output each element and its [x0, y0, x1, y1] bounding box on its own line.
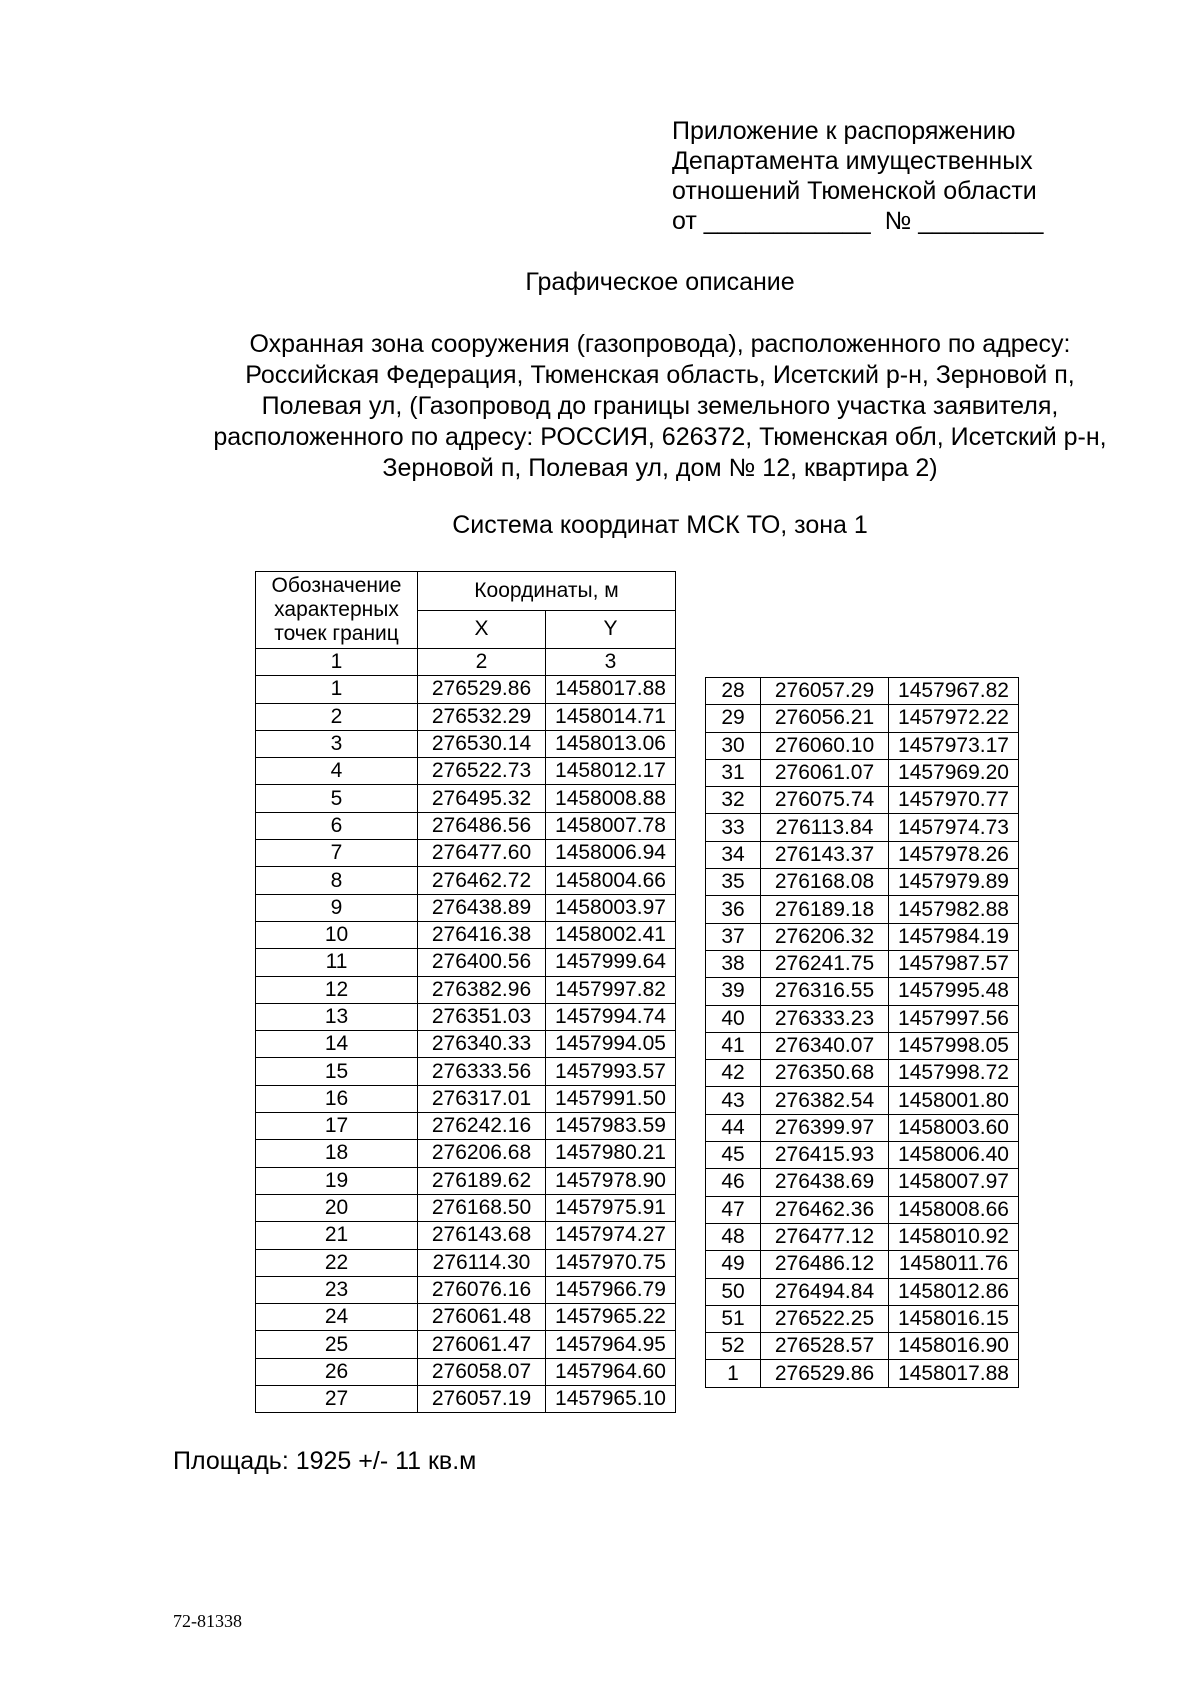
x-coordinate-cell: 276532.29 — [418, 703, 546, 730]
table-row — [706, 923, 1019, 950]
y-coordinate-cell: 1458017.88 — [546, 676, 676, 703]
x-coordinate-cell: 276438.89 — [418, 894, 546, 921]
x-coordinate-cell: 276061.47 — [418, 1331, 546, 1358]
y-coordinate-cell: 1458017.88 — [889, 1360, 1019, 1387]
y-coordinate-cell: 1457965.22 — [546, 1304, 676, 1331]
point-number-cell: 45 — [706, 1142, 761, 1169]
point-number-cell: 31 — [706, 759, 761, 786]
point-number-cell: 2 — [256, 703, 418, 730]
x-coordinate-cell: 276462.72 — [418, 867, 546, 894]
y-coordinate-cell: 1457978.90 — [546, 1167, 676, 1194]
x-coordinate-cell: 276399.97 — [761, 1114, 889, 1141]
point-number-cell: 48 — [706, 1223, 761, 1250]
y-coordinate-cell: 1458004.66 — [546, 867, 676, 894]
y-coordinate-cell: 1457994.74 — [546, 1003, 676, 1030]
table-row — [706, 1196, 1019, 1223]
y-coordinate-cell: 1458007.97 — [889, 1169, 1019, 1196]
x-coordinate-cell: 276189.62 — [418, 1167, 546, 1194]
table-row — [256, 1249, 676, 1276]
table-row — [256, 921, 676, 948]
table-row — [706, 1223, 1019, 1250]
point-number-cell: 26 — [256, 1358, 418, 1385]
y-coordinate-cell: 1457999.64 — [546, 949, 676, 976]
x-coordinate-cell: 276317.01 — [418, 1085, 546, 1112]
x-coordinate-cell: 276114.30 — [418, 1249, 546, 1276]
y-coordinate-cell: 1458014.71 — [546, 703, 676, 730]
y-coordinate-cell: 1457993.57 — [546, 1058, 676, 1085]
table-row — [256, 1085, 676, 1112]
point-number-cell: 51 — [706, 1305, 761, 1332]
column-number: 1 — [256, 649, 418, 676]
x-coordinate-cell: 276242.16 — [418, 1113, 546, 1140]
y-coordinate-cell: 1457991.50 — [546, 1085, 676, 1112]
x-coordinate-cell: 276057.19 — [418, 1386, 546, 1413]
y-coordinate-cell: 1457994.05 — [546, 1031, 676, 1058]
table-row — [256, 676, 676, 703]
table-row — [706, 1087, 1019, 1114]
table-row — [256, 1331, 676, 1358]
coordinates-table-left — [255, 571, 676, 1413]
point-number-cell: 7 — [256, 840, 418, 867]
x-coordinate-cell: 276143.37 — [761, 841, 889, 868]
document-number: 72-81338 — [173, 1611, 242, 1631]
point-number-cell: 3 — [256, 730, 418, 757]
y-coordinate-cell: 1458007.78 — [546, 812, 676, 839]
point-number-cell: 35 — [706, 869, 761, 896]
table-row — [256, 894, 676, 921]
x-coordinate-cell: 276333.23 — [761, 1005, 889, 1032]
header-coordinates: Координаты, м — [418, 572, 676, 611]
x-coordinate-cell: 276340.33 — [418, 1031, 546, 1058]
point-number-cell: 13 — [256, 1003, 418, 1030]
header-point-designation: Обозначение характерных точек границ — [256, 572, 418, 649]
point-number-cell: 28 — [706, 678, 761, 705]
y-coordinate-cell: 1457973.17 — [889, 732, 1019, 759]
y-coordinate-cell: 1457965.10 — [546, 1386, 676, 1413]
table-row — [256, 1113, 676, 1140]
x-coordinate-cell: 276333.56 — [418, 1058, 546, 1085]
y-coordinate-cell: 1458012.86 — [889, 1278, 1019, 1305]
table-row — [256, 1003, 676, 1030]
table-row — [256, 1194, 676, 1221]
y-coordinate-cell: 1457997.56 — [889, 1005, 1019, 1032]
x-coordinate-cell: 276143.68 — [418, 1222, 546, 1249]
point-number-cell: 12 — [256, 976, 418, 1003]
table-row — [256, 1222, 676, 1249]
header-y: Y — [546, 610, 676, 649]
y-coordinate-cell: 1458011.76 — [889, 1251, 1019, 1278]
table-row — [256, 1167, 676, 1194]
x-coordinate-cell: 276316.55 — [761, 978, 889, 1005]
table-row — [706, 1360, 1019, 1387]
y-coordinate-cell: 1457987.57 — [889, 950, 1019, 977]
y-coordinate-cell: 1457982.88 — [889, 896, 1019, 923]
description-line: Полевая ул, (Газопровод до границы земельного участка заявителя, — [261, 392, 1059, 420]
y-coordinate-cell: 1458006.40 — [889, 1142, 1019, 1169]
appendix-date-number-line: от ____________ № _________ — [672, 207, 1044, 235]
x-coordinate-cell: 276060.10 — [761, 732, 889, 759]
point-number-cell: 50 — [706, 1278, 761, 1305]
x-coordinate-cell: 276529.86 — [418, 676, 546, 703]
table-row — [256, 758, 676, 785]
x-coordinate-cell: 276241.75 — [761, 950, 889, 977]
point-number-cell: 52 — [706, 1333, 761, 1360]
point-number-cell: 29 — [706, 705, 761, 732]
table-row — [706, 787, 1019, 814]
table-row — [706, 732, 1019, 759]
y-coordinate-cell: 1457984.19 — [889, 923, 1019, 950]
point-number-cell: 15 — [256, 1058, 418, 1085]
y-coordinate-cell: 1458003.97 — [546, 894, 676, 921]
x-coordinate-cell: 276494.84 — [761, 1278, 889, 1305]
y-coordinate-cell: 1457983.59 — [546, 1113, 676, 1140]
point-number-cell: 16 — [256, 1085, 418, 1112]
table-row — [706, 1005, 1019, 1032]
point-number-cell: 42 — [706, 1060, 761, 1087]
y-coordinate-cell: 1458008.66 — [889, 1196, 1019, 1223]
x-coordinate-cell: 276351.03 — [418, 1003, 546, 1030]
appendix-line: Департамента имущественных — [672, 147, 1033, 175]
table-row — [256, 840, 676, 867]
y-coordinate-cell: 1457979.89 — [889, 869, 1019, 896]
y-coordinate-cell: 1458001.80 — [889, 1087, 1019, 1114]
y-coordinate-cell: 1457974.27 — [546, 1222, 676, 1249]
y-coordinate-cell: 1458016.90 — [889, 1333, 1019, 1360]
x-coordinate-cell: 276415.93 — [761, 1142, 889, 1169]
point-number-cell: 43 — [706, 1087, 761, 1114]
x-coordinate-cell: 276168.08 — [761, 869, 889, 896]
x-coordinate-cell: 276400.56 — [418, 949, 546, 976]
x-coordinate-cell: 276113.84 — [761, 814, 889, 841]
point-number-cell: 25 — [256, 1331, 418, 1358]
y-coordinate-cell: 1457998.72 — [889, 1060, 1019, 1087]
point-number-cell: 27 — [256, 1386, 418, 1413]
appendix-line: отношений Тюменской области — [672, 177, 1037, 205]
x-coordinate-cell: 276076.16 — [418, 1276, 546, 1303]
table-row — [706, 1114, 1019, 1141]
point-number-cell: 37 — [706, 923, 761, 950]
table-row — [256, 730, 676, 757]
point-number-cell: 11 — [256, 949, 418, 976]
y-coordinate-cell: 1457970.77 — [889, 787, 1019, 814]
point-number-cell: 36 — [706, 896, 761, 923]
point-number-cell: 23 — [256, 1276, 418, 1303]
table-row — [256, 1140, 676, 1167]
description-line: Зерновой п, Полевая ул, дом № 12, квартира 2) — [382, 454, 938, 482]
point-number-cell: 30 — [706, 732, 761, 759]
point-number-cell: 21 — [256, 1222, 418, 1249]
x-coordinate-cell: 276189.18 — [761, 896, 889, 923]
y-coordinate-cell: 1457978.26 — [889, 841, 1019, 868]
description-line: Российская Федерация, Тюменская область, Исетский р-н, Зерновой п, — [245, 361, 1075, 389]
area-text: Площадь: 1925 +/- 11 кв.м — [173, 1447, 477, 1475]
y-coordinate-cell: 1457967.82 — [889, 678, 1019, 705]
y-coordinate-cell: 1457964.95 — [546, 1331, 676, 1358]
y-coordinate-cell: 1457966.79 — [546, 1276, 676, 1303]
header-x: X — [418, 610, 546, 649]
table-row — [256, 1358, 676, 1385]
y-coordinate-cell: 1457969.20 — [889, 759, 1019, 786]
y-coordinate-cell: 1457970.75 — [546, 1249, 676, 1276]
y-coordinate-cell: 1458013.06 — [546, 730, 676, 757]
x-coordinate-cell: 276477.12 — [761, 1223, 889, 1250]
point-number-cell: 18 — [256, 1140, 418, 1167]
x-coordinate-cell: 276075.74 — [761, 787, 889, 814]
point-number-cell: 19 — [256, 1167, 418, 1194]
y-coordinate-cell: 1457998.05 — [889, 1032, 1019, 1059]
point-number-cell: 40 — [706, 1005, 761, 1032]
point-number-cell: 1 — [256, 676, 418, 703]
point-number-cell: 49 — [706, 1251, 761, 1278]
x-coordinate-cell: 276477.60 — [418, 840, 546, 867]
x-coordinate-cell: 276438.69 — [761, 1169, 889, 1196]
y-coordinate-cell: 1457974.73 — [889, 814, 1019, 841]
point-number-cell: 1 — [706, 1360, 761, 1387]
table-row — [256, 785, 676, 812]
appendix-block — [672, 116, 1043, 236]
x-coordinate-cell: 276462.36 — [761, 1196, 889, 1223]
table-row — [256, 1276, 676, 1303]
point-number-cell: 20 — [256, 1194, 418, 1221]
table-row — [706, 896, 1019, 923]
x-coordinate-cell: 276522.25 — [761, 1305, 889, 1332]
x-coordinate-cell: 276529.86 — [761, 1360, 889, 1387]
x-coordinate-cell: 276056.21 — [761, 705, 889, 732]
point-number-cell: 38 — [706, 950, 761, 977]
appendix-line: Приложение к распоряжению — [672, 117, 1016, 145]
point-number-cell: 9 — [256, 894, 418, 921]
table-row — [256, 1386, 676, 1413]
point-number-cell: 33 — [706, 814, 761, 841]
point-number-cell: 8 — [256, 867, 418, 894]
x-coordinate-cell: 276206.68 — [418, 1140, 546, 1167]
x-coordinate-cell: 276340.07 — [761, 1032, 889, 1059]
table-row — [256, 1058, 676, 1085]
x-coordinate-cell: 276350.68 — [761, 1060, 889, 1087]
column-number: 2 — [418, 649, 546, 676]
y-coordinate-cell: 1458003.60 — [889, 1114, 1019, 1141]
x-coordinate-cell: 276486.56 — [418, 812, 546, 839]
table-row — [256, 976, 676, 1003]
coordinates-table-right — [705, 677, 1019, 1388]
point-number-cell: 14 — [256, 1031, 418, 1058]
point-number-cell: 46 — [706, 1169, 761, 1196]
table-row — [706, 869, 1019, 896]
table-row — [256, 949, 676, 976]
x-coordinate-cell: 276382.96 — [418, 976, 546, 1003]
point-number-cell: 6 — [256, 812, 418, 839]
point-number-cell: 44 — [706, 1114, 761, 1141]
table-row — [256, 1304, 676, 1331]
point-number-cell: 41 — [706, 1032, 761, 1059]
table-row — [256, 1031, 676, 1058]
point-number-cell: 4 — [256, 758, 418, 785]
y-coordinate-cell: 1457995.48 — [889, 978, 1019, 1005]
table-row — [706, 759, 1019, 786]
point-number-cell: 47 — [706, 1196, 761, 1223]
x-coordinate-cell: 276061.48 — [418, 1304, 546, 1331]
x-coordinate-cell: 276486.12 — [761, 1251, 889, 1278]
point-number-cell: 10 — [256, 921, 418, 948]
table-row — [706, 678, 1019, 705]
x-coordinate-cell: 276058.07 — [418, 1358, 546, 1385]
object-description — [150, 329, 1170, 484]
point-number-cell: 5 — [256, 785, 418, 812]
point-number-cell: 22 — [256, 1249, 418, 1276]
x-coordinate-cell: 276528.57 — [761, 1333, 889, 1360]
table-row — [706, 1278, 1019, 1305]
y-coordinate-cell: 1457972.22 — [889, 705, 1019, 732]
y-coordinate-cell: 1457964.60 — [546, 1358, 676, 1385]
y-coordinate-cell: 1457980.21 — [546, 1140, 676, 1167]
y-coordinate-cell: 1457997.82 — [546, 976, 676, 1003]
x-coordinate-cell: 276206.32 — [761, 923, 889, 950]
x-coordinate-cell: 276495.32 — [418, 785, 546, 812]
table-row — [706, 1060, 1019, 1087]
table-row — [706, 1032, 1019, 1059]
table-row — [706, 1305, 1019, 1332]
table-row — [706, 1333, 1019, 1360]
description-line: расположенного по адресу: РОССИЯ, 626372, Тюменская обл, Исетский р-н, — [213, 423, 1107, 451]
table-row — [256, 703, 676, 730]
x-coordinate-cell: 276168.50 — [418, 1194, 546, 1221]
description-line: Охранная зона сооружения (газопровода), расположенного по адресу: — [249, 330, 1071, 358]
y-coordinate-cell: 1458012.17 — [546, 758, 676, 785]
table-row — [706, 1142, 1019, 1169]
table-row — [256, 812, 676, 839]
point-number-cell: 24 — [256, 1304, 418, 1331]
point-number-cell: 17 — [256, 1113, 418, 1140]
x-coordinate-cell: 276057.29 — [761, 678, 889, 705]
document-title: Графическое описание — [525, 268, 795, 296]
point-number-cell: 34 — [706, 841, 761, 868]
y-coordinate-cell: 1458016.15 — [889, 1305, 1019, 1332]
table-row — [706, 1251, 1019, 1278]
y-coordinate-cell: 1458006.94 — [546, 840, 676, 867]
y-coordinate-cell: 1458010.92 — [889, 1223, 1019, 1250]
x-coordinate-cell: 276522.73 — [418, 758, 546, 785]
y-coordinate-cell: 1458008.88 — [546, 785, 676, 812]
x-coordinate-cell: 276530.14 — [418, 730, 546, 757]
table-row — [706, 814, 1019, 841]
y-coordinate-cell: 1457975.91 — [546, 1194, 676, 1221]
coordinate-system: Система координат МСК ТО, зона 1 — [452, 511, 868, 539]
table-row — [706, 705, 1019, 732]
y-coordinate-cell: 1458002.41 — [546, 921, 676, 948]
table-row — [706, 1169, 1019, 1196]
column-number: 3 — [546, 649, 676, 676]
table-row — [706, 841, 1019, 868]
x-coordinate-cell: 276416.38 — [418, 921, 546, 948]
x-coordinate-cell: 276061.07 — [761, 759, 889, 786]
table-row — [706, 950, 1019, 977]
table-row — [706, 978, 1019, 1005]
x-coordinate-cell: 276382.54 — [761, 1087, 889, 1114]
point-number-cell: 32 — [706, 787, 761, 814]
point-number-cell: 39 — [706, 978, 761, 1005]
table-row — [256, 867, 676, 894]
